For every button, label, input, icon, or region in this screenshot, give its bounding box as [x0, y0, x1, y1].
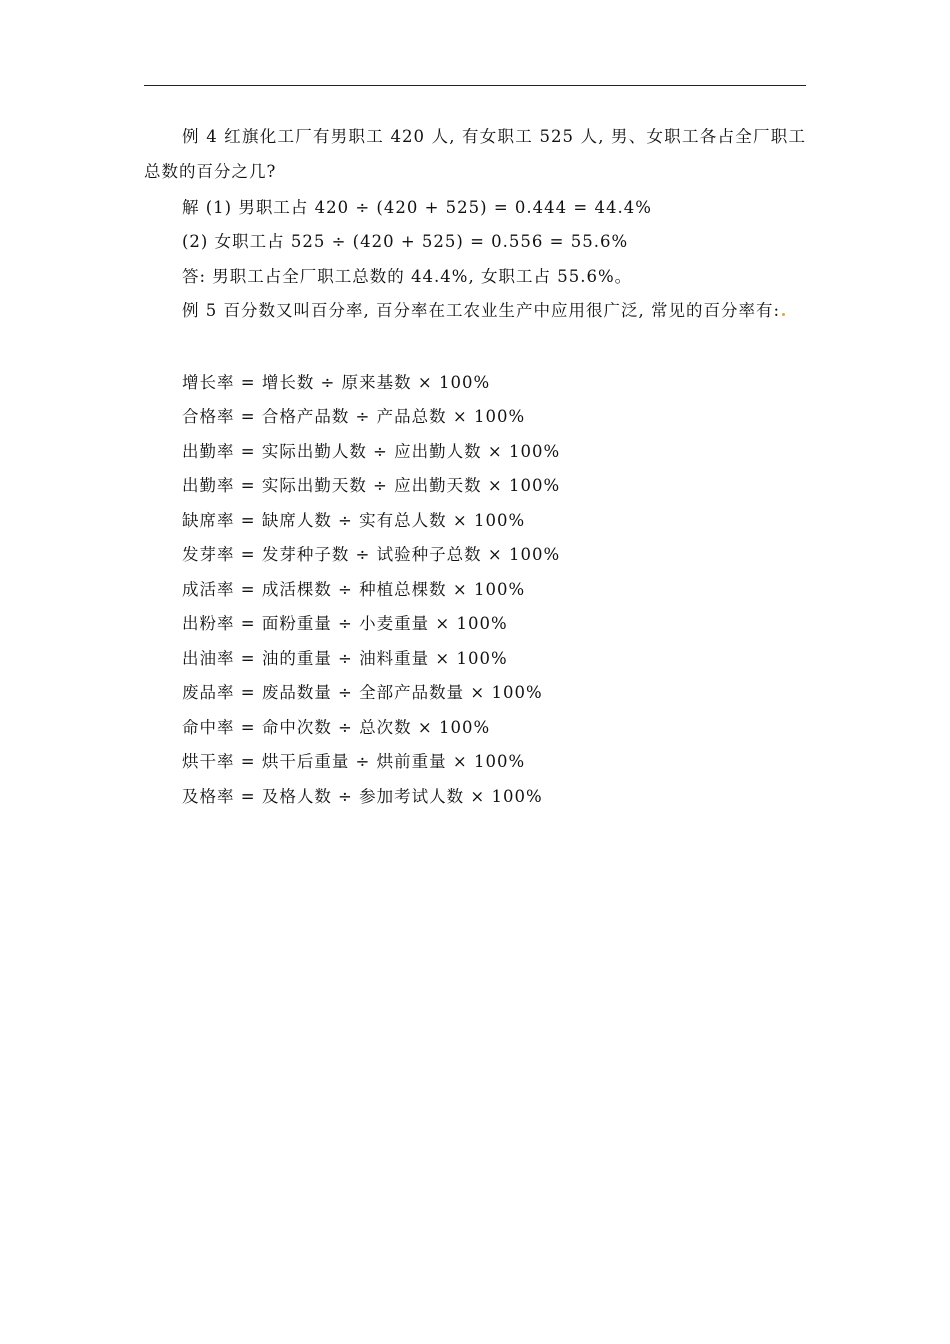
example-4-question: 例 4 红旗化工厂有男职工 420 人, 有女职工 525 人, 男、女职工各占全厂职工总数的百分之几?	[144, 127, 806, 181]
example-4-solution-line-1: 解 (1) 男职工占 420 ÷ (420 + 525) = 0.444 = 44.4%	[182, 198, 652, 217]
example-4-answer: 答: 男职工占全厂职工总数的 44.4%, 女职工占 55.6%。	[182, 267, 633, 286]
example-4-solution-line-2: (2) 女职工占 525 ÷ (420 + 525) = 0.556 = 55.6%	[182, 232, 629, 251]
formula-line: 废品率 = 废品数量 ÷ 全部产品数量 × 100%	[182, 683, 543, 702]
example-5-intro-text: 例 5 百分数又叫百分率, 百分率在工农业生产中应用很广泛, 常见的百分率有:	[182, 301, 781, 320]
formula-line: 出粉率 = 面粉重量 ÷ 小麦重量 × 100%	[182, 614, 508, 633]
formula-line: 出油率 = 油的重量 ÷ 油料重量 × 100%	[182, 649, 508, 668]
formula-line: 及格率 = 及格人数 ÷ 参加考试人数 × 100%	[182, 787, 543, 806]
document-body	[144, 0, 806, 1344]
example-5-intro	[144, 294, 806, 329]
formula-line: 烘干率 = 烘干后重量 ÷ 烘前重量 × 100%	[182, 752, 526, 771]
formula-line: 出勤率 = 实际出勤人数 ÷ 应出勤人数 × 100%	[182, 442, 561, 461]
formula-line: 增长率 = 增长数 ÷ 原来基数 × 100%	[182, 373, 491, 392]
formula-line: 出勤率 = 实际出勤天数 ÷ 应出勤天数 × 100%	[182, 476, 561, 495]
formula-line: 成活率 = 成活棵数 ÷ 种植总棵数 × 100%	[182, 580, 526, 599]
formula-line: 命中率 = 命中次数 ÷ 总次数 × 100%	[182, 718, 491, 737]
formula-line: 发芽率 = 发芽种子数 ÷ 试验种子总数 × 100%	[182, 545, 561, 564]
formula-line: 合格率 = 合格产品数 ÷ 产品总数 × 100%	[182, 407, 526, 426]
formula-line: 缺席率 = 缺席人数 ÷ 实有总人数 × 100%	[182, 511, 526, 530]
highlight-dot-icon	[782, 313, 785, 316]
